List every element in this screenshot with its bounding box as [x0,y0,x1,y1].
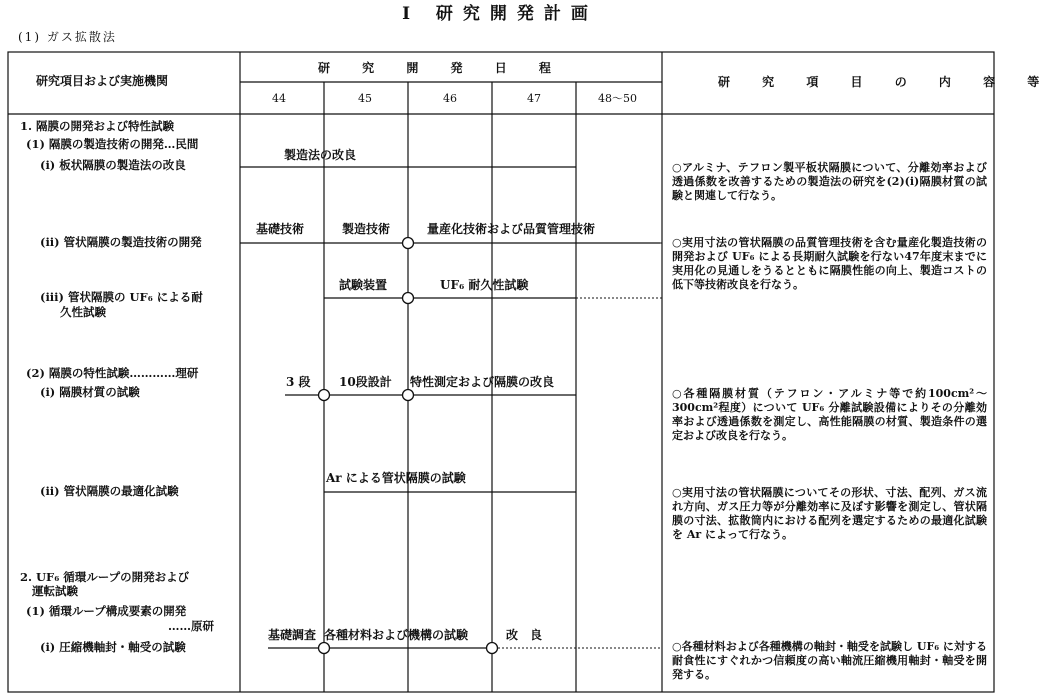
milestone-marker [319,390,330,401]
milestone-marker [403,390,414,401]
header-items: 研究項目および実施機関 [36,74,169,88]
bar-label: 改 良 [506,628,543,642]
item-1-1-iii: (iii) 管状隔膜の UF₆ による耐 [40,290,203,304]
bar-label: 製造技術 [342,222,391,236]
bar-label: 基礎技術 [256,222,305,236]
description-1: ○アルミナ、テフロン製平板状隔膜について、分離効率および透過係数を改善するための製造法の研究を(2)(i)隔膜材質の試験と関連して行なう。 [672,161,987,202]
bar-label: 基礎調査 [268,628,317,642]
bar-label: 試験装置 [339,278,388,292]
item-2-1: (1) 循環ループ構成要素の開発 [26,604,187,618]
bar-label: Ar による管状隔膜の試験 [326,471,466,485]
year-46: 46 [443,92,457,105]
item-1-2-ii: (ii) 管状隔膜の最適化試験 [40,484,179,498]
item-2-1-i: (i) 圧縮機軸封・軸受の試験 [40,640,186,654]
item-1-2-i: (i) 隔膜材質の試験 [40,385,140,399]
year-47: 47 [527,92,541,105]
header-schedule: 研 究 開 発 日 程 [318,61,565,75]
year-48-50: 48～50 [598,92,637,105]
item-1: 1. 隔膜の開発および特性試験 [20,119,175,133]
page-title: Ⅰ 研究開発計画 [402,4,598,24]
item-1-1-i: (i) 板状隔膜の製造法の改良 [40,158,186,172]
description-4: ○実用寸法の管状隔膜についてその形状、寸法、配列、ガス流れ方向、ガス圧力等が分離効率に及ぼす影響を測定し、管状隔膜の寸法、拡散筒内における配列を選定するための最適化試験を Ar によって行なう。 [672,486,987,541]
item-1-1-iii-cont: 久性試験 [60,305,106,319]
item-1-1-ii: (ii) 管状隔膜の製造技術の開発 [40,235,202,249]
bar-label: 製造法の改良 [284,148,357,162]
header-contents: 研 究 項 目 の 内 容 等 [718,75,1053,89]
bar-label: 10段設計 [339,375,392,389]
item-2-1-cont: ……原研 [168,619,214,633]
item-2-cont: 運転試験 [32,584,78,598]
year-44: 44 [272,92,286,105]
milestone-marker [319,643,330,654]
milestone-marker [487,643,498,654]
item-2: 2. UF₆ 循環ループの開発および [20,570,190,584]
item-1-1: (1) 隔膜の製造技術の開発…民間 [26,137,199,151]
item-1-2: (2) 隔膜の特性試験…………理研 [26,366,199,380]
description-2: ○実用寸法の管状隔膜の品質管理技術を含む量産化製造技術の開発および UF₆ による長期耐久試験を行ない47年度末までに実用化の見通しをうるとともに隔膜性能の向上、製造コストの低下等技術改良を行なう。 [672,236,987,291]
section-heading: (1) ガス拡散法 [18,30,117,44]
bar-label: UF₆ 耐久性試験 [440,278,529,292]
milestone-marker [403,293,414,304]
bar-label: 特性測定および隔膜の改良 [410,375,555,389]
description-5: ○各種材料および各種機構の軸封・軸受を試験し UF₆ に対する耐食性にすぐれかつ信頼度の高い軸流圧縮機用軸封・軸受を開発する。 [672,640,987,681]
description-3: ○各種隔膜材質（テフロン・アルミナ等で約100cm²～300cm²程度）について UF₆ 分離試験設備によりその分離効率および透過係数を測定し、高性能隔膜の材質、製造条件の選定および改良を行なう。 [672,387,987,442]
milestone-marker [403,238,414,249]
bar-label: 3 段 [286,375,311,389]
bar-label: 量産化技術および品質管理技術 [427,222,596,236]
bar-label: 各種材料および機構の試験 [324,628,469,642]
year-45: 45 [358,92,372,105]
